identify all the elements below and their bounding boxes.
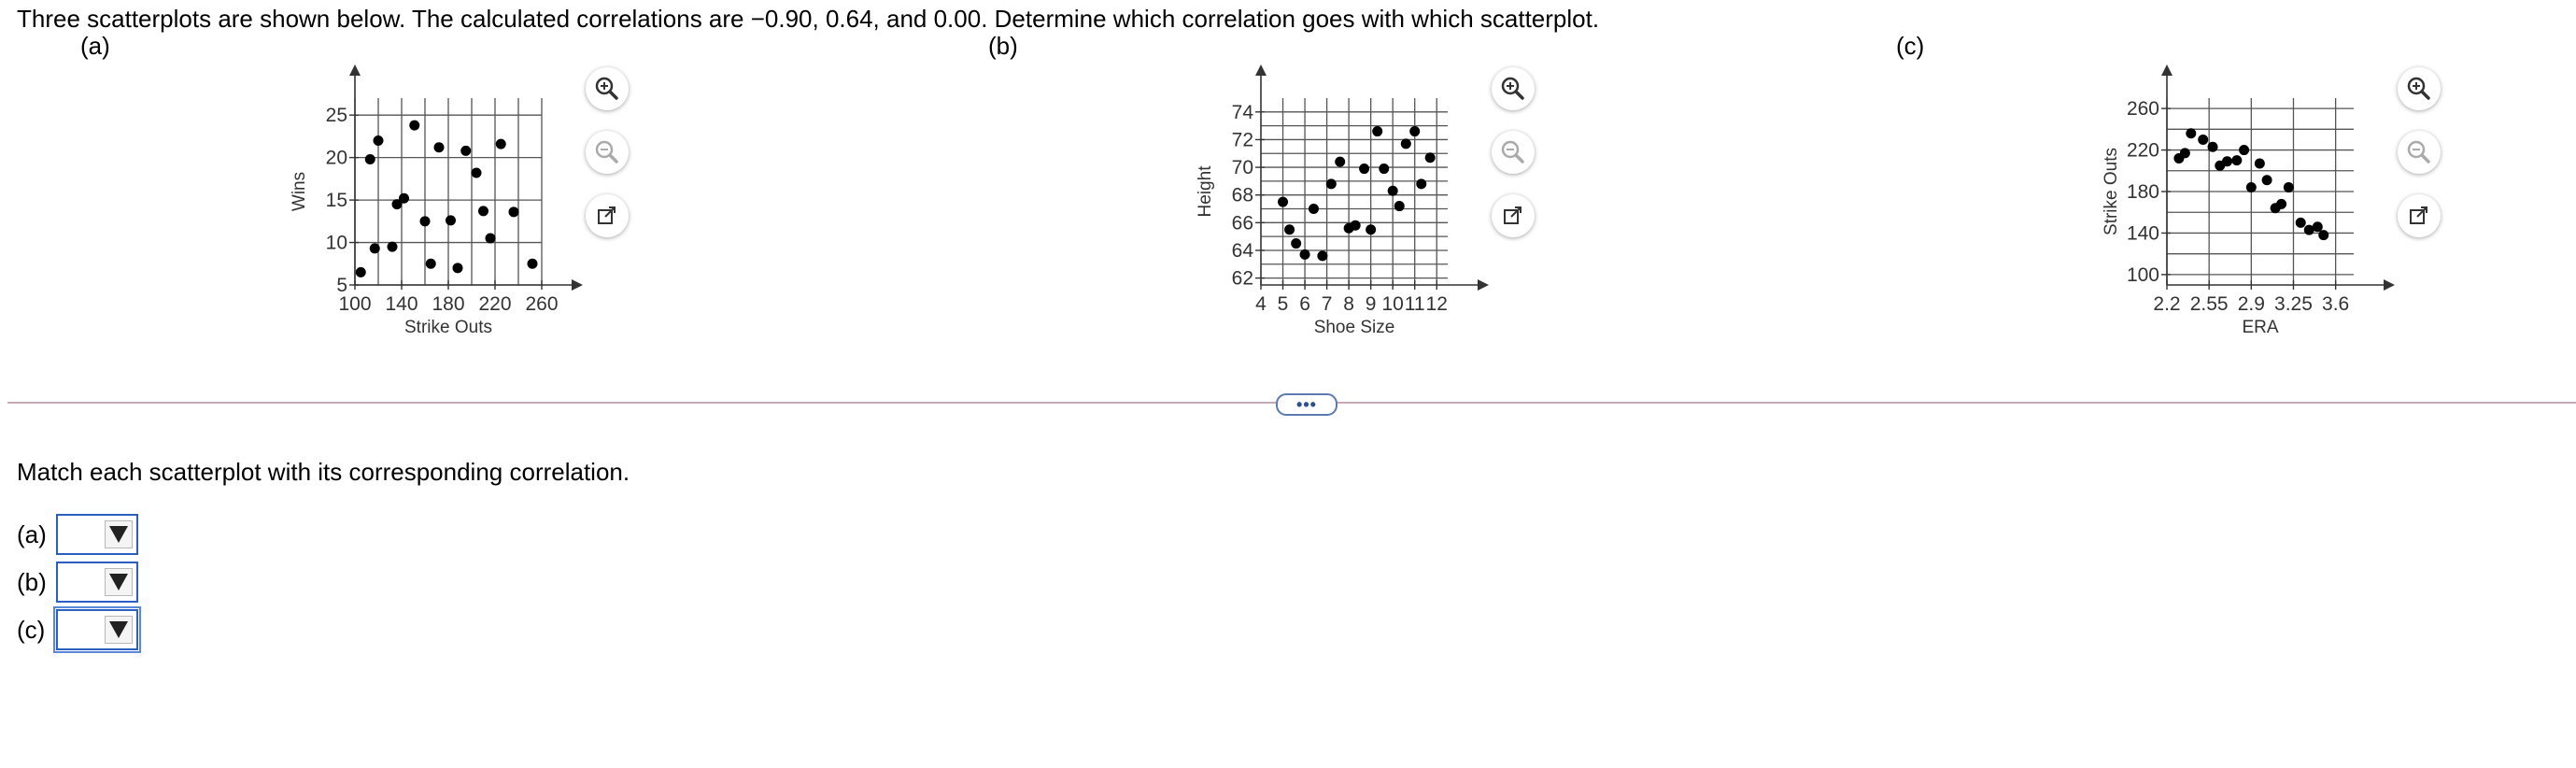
y-tick-label: 62 [1231,267,1253,290]
x-tick-label: 3.6 [2322,293,2350,315]
data-point [1416,178,1426,189]
dropdown-arrow-box [105,520,133,548]
data-point [1409,126,1420,136]
x-tick-label: 7 [1321,293,1333,315]
panel-label-a: (a) [80,32,110,60]
data-point [2318,230,2328,240]
correlation-dropdown-a[interactable] [56,514,138,555]
data-point [388,242,398,252]
external-link-icon [2407,204,2431,228]
x-axis-label: ERA [2242,318,2279,337]
correlation-dropdown-c[interactable] [56,609,138,650]
data-point [1366,224,1376,235]
x-axis-arrow [1478,279,1489,291]
x-tick-label: 260 [525,293,559,315]
data-point [1278,197,1288,207]
x-tick-label: 10 [1381,293,1404,315]
pop-out-button-a[interactable] [586,194,629,237]
x-tick-label: 220 [478,293,512,315]
data-point [2255,159,2265,169]
match-instruction: Match each scatterplot with its corresponding correlation. [17,458,630,486]
data-point [1335,157,1345,167]
data-point [2284,182,2294,192]
pop-out-button-c[interactable] [2398,194,2441,237]
caret-down-icon [109,526,128,543]
zoom-out-icon [2405,138,2433,166]
x-tick-label: 2.55 [2189,293,2229,315]
y-axis-arrow [349,64,361,76]
data-point [374,135,384,146]
panel-label-b: (b) [988,32,1018,60]
data-point [2198,135,2208,145]
x-tick-label: 5 [1277,293,1289,315]
data-point [426,259,436,269]
data-point [1379,164,1389,174]
zoom-in-icon [593,75,621,103]
x-tick-label: 3.25 [2274,293,2313,315]
x-tick-label: 140 [385,293,418,315]
y-tick-label: 74 [1231,101,1253,123]
zoom-in-button-a[interactable] [586,67,629,110]
y-tick-label: 10 [325,232,347,254]
y-tick-label: 20 [325,147,347,169]
data-point [409,121,419,131]
zoom-in-icon [2405,75,2433,103]
y-tick-label: 5 [336,275,347,296]
answer-label-c: (c) [17,615,46,644]
x-axis-label: Strike Outs [404,318,492,337]
data-point [1300,249,1310,260]
y-tick-label: 66 [1231,212,1253,235]
y-axis-label: Strike Outs [2102,148,2121,235]
zoom-in-icon [1499,75,1527,103]
zoom-out-button-a[interactable] [586,131,629,174]
question-text: Three scatterplots are shown below. The calculated correlations are −0.90, 0.64, and 0.00. Determine which correlation goes with which scatterplot. [17,5,1600,33]
dropdown-arrow-box [105,568,133,596]
dropdown-arrow-box [105,616,133,644]
correlation-dropdown-b[interactable] [56,562,138,603]
y-tick-label: 180 [2126,181,2159,203]
data-point [1317,250,1327,261]
data-point [2246,182,2257,192]
data-point [1359,164,1369,174]
data-point [1291,238,1301,249]
data-point [370,243,380,253]
external-link-icon [1501,204,1525,228]
data-point [478,206,488,216]
y-tick-label: 25 [325,105,347,127]
answer-row-c [17,608,138,651]
x-tick-label: 9 [1365,293,1377,315]
caret-down-icon [109,574,128,590]
zoom-out-button-b[interactable] [1492,131,1535,174]
x-tick-label: 11 [1404,293,1425,315]
answer-label-b: (b) [17,567,47,596]
expand-more-button[interactable]: ••• [1276,393,1338,416]
data-point [2296,218,2306,228]
panel-label-c: (c) [1896,32,1925,60]
x-tick-label: 100 [338,293,372,315]
data-point [399,193,409,204]
data-point [1309,204,1319,214]
y-tick-label: 72 [1231,129,1253,151]
data-point [2186,128,2196,138]
data-point [1401,138,1411,149]
answer-label-a: (a) [17,519,47,548]
y-tick-label: 260 [2126,98,2159,121]
data-point [2313,221,2323,232]
x-tick-label: 12 [1425,293,1448,315]
zoom-in-button-c[interactable] [2398,67,2441,110]
data-point [2276,199,2286,209]
y-axis-arrow [2161,64,2173,76]
data-point [2262,175,2272,185]
data-point [460,146,471,156]
data-point [496,139,506,149]
y-axis-label: Wins [290,171,309,212]
data-point [1394,201,1405,211]
data-point [2180,148,2190,158]
y-tick-label: 64 [1231,239,1253,262]
pop-out-button-b[interactable] [1492,194,1535,237]
data-point [453,263,463,273]
scatterplot-c [2092,56,2400,355]
y-tick-label: 220 [2126,139,2159,162]
data-point [446,215,456,225]
x-tick-label: 4 [1255,293,1267,315]
zoom-in-button-b[interactable] [1492,67,1535,110]
x-axis-arrow [2384,279,2395,291]
data-point [1372,126,1382,136]
scatterplot-b [1186,56,1494,355]
y-tick-label: 70 [1231,157,1253,179]
data-point [1388,186,1398,196]
zoom-out-button-c[interactable] [2398,131,2441,174]
external-link-icon [595,204,619,228]
data-point [2239,145,2249,155]
x-tick-label: 8 [1343,293,1354,315]
data-point [472,168,482,178]
scatterplot-a [280,56,588,355]
answer-row-a [17,513,138,556]
zoom-out-icon [1499,138,1527,166]
data-point [2208,142,2218,152]
data-point [1351,220,1361,231]
data-point [486,234,496,244]
caret-down-icon [109,621,128,638]
y-axis-arrow [1255,64,1267,76]
data-point [434,142,445,152]
x-tick-label: 2.9 [2237,293,2265,315]
data-point [1326,178,1337,189]
x-tick-label: 180 [432,293,465,315]
data-point [365,154,375,164]
y-tick-label: 15 [325,190,347,212]
data-point [420,216,431,226]
x-axis-arrow [572,279,583,291]
data-point [509,206,519,217]
data-point [356,267,366,277]
x-axis-label: Shoe Size [1313,318,1395,337]
y-tick-label: 140 [2126,222,2159,245]
data-point [2222,156,2232,166]
x-tick-label: 6 [1299,293,1310,315]
answer-row-b [17,561,138,604]
data-point [528,259,538,269]
y-tick-label: 68 [1231,184,1253,206]
data-point [2231,155,2242,165]
y-axis-label: Height [1196,165,1215,218]
y-tick-label: 100 [2126,263,2159,286]
data-point [1284,224,1295,235]
zoom-out-icon [593,138,621,166]
data-point [1425,152,1436,163]
x-tick-label: 2.2 [2153,293,2181,315]
